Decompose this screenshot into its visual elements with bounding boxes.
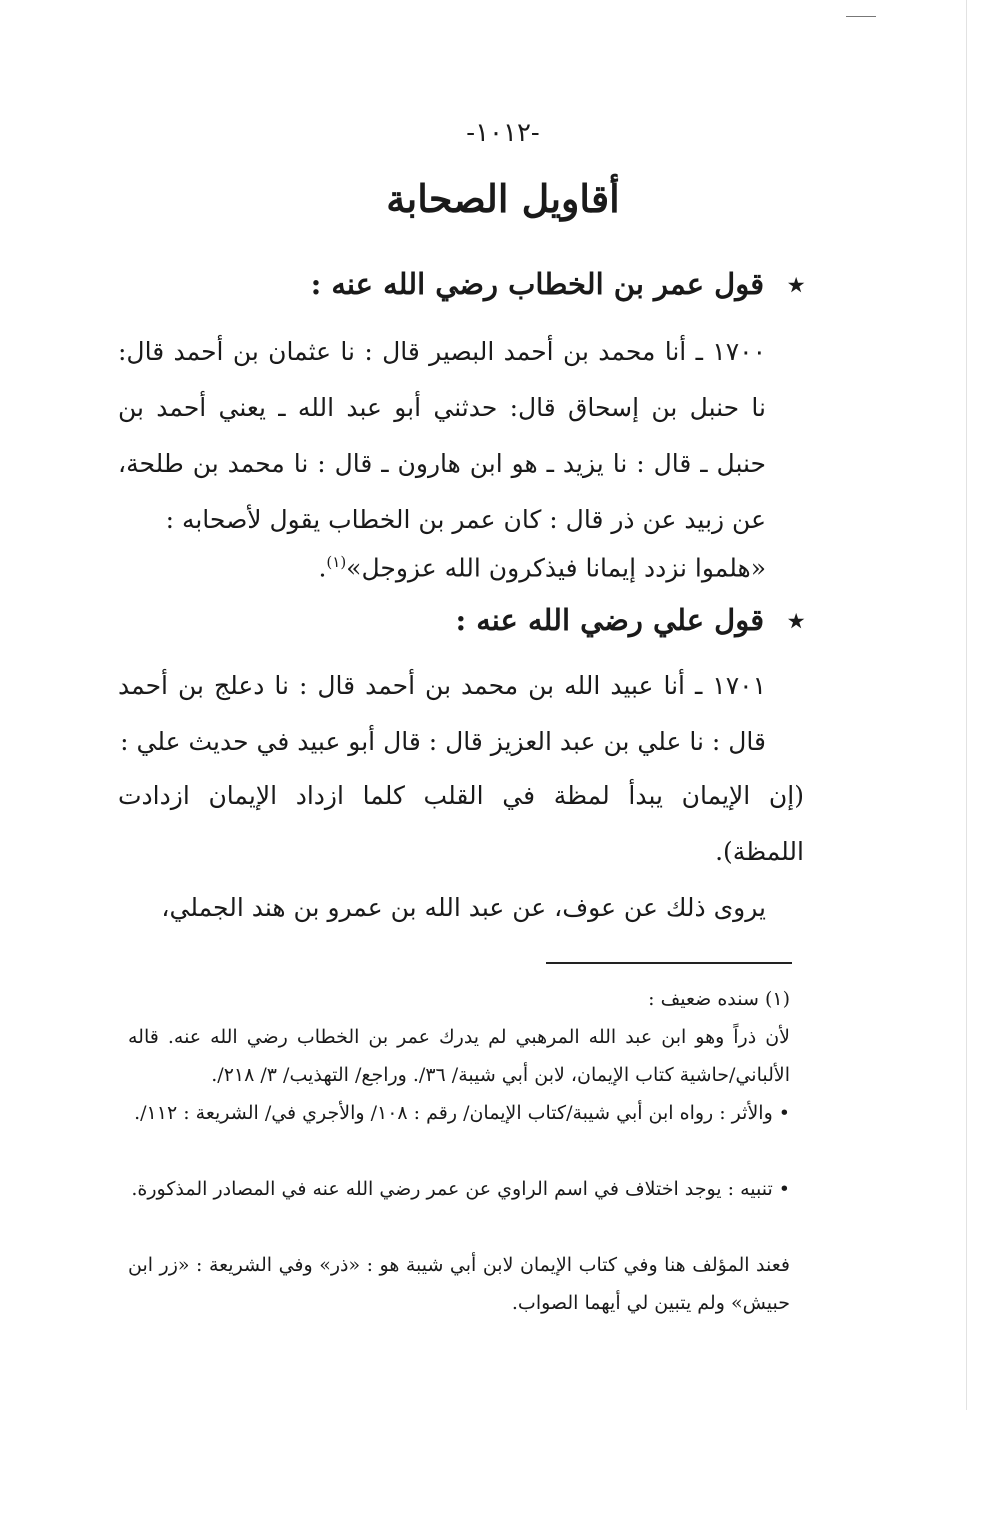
section-heading-ali: [118, 598, 804, 642]
section-heading-text: قول علي رضي الله عنه :: [455, 603, 765, 637]
bullet-icon: ٭: [788, 603, 804, 637]
section-heading-umar: [118, 262, 804, 306]
scan-edge-mark: [846, 16, 876, 17]
bullet-icon: ٭: [788, 267, 804, 301]
footnote-1-label: (١) سنده ضعيف :: [648, 988, 790, 1010]
quote-umar: «هلموا نزدد إيمانا فيذكرون الله عزوجل»$^{(١)}$.: [318, 553, 766, 583]
page-number: -١٠١٢-: [466, 118, 540, 148]
section-heading-text: قول عمر بن الخطاب رضي الله عنه :: [310, 267, 765, 301]
footnote-1-source: • والأثر : رواه ابن أبي شيبة/كتاب الإيمان/ رقم : ١٠٨/ والأجري في/ الشريعة : ١١٢/.: [134, 1102, 790, 1124]
footnote-reference: (١): [326, 553, 347, 571]
footnote-1-remark: فعند المؤلف هنا وفي كتاب الإيمان لابن أبي شيبة هو : «ذر» وفي الشريعة : «زر ابن حبيش» ولم يتبين لي أيهما الصواب.: [128, 1254, 790, 1314]
quote-text: «هلموا نزدد إيمانا فيذكرون الله عزوجل»: [346, 553, 766, 583]
narration-continuation: يروى ذلك عن عوف، عن عبد الله بن عمرو بن هند الجملي،: [161, 893, 766, 922]
chapter-title: أقاويل الصحابة: [386, 176, 620, 221]
footnote-1-text: لأن ذراً وهو ابن عبد الله المرهبي لم يدرك عمر بن الخطاب رضي الله عنه. قاله الألباني/حاشية كتاب الإيمان، لابن أبي شيبة/ ٣٦/. وراجع/ التهذيب/ ٣/ ٢١٨/.: [128, 1026, 790, 1086]
footnote-separator: [546, 962, 792, 964]
narration-1701: ١٧٠١ ـ أنا عبيد الله بن محمد بن أحمد قال : نا دعلج بن أحمد قال : نا علي بن عبد العزيز قال : قال أبو عبيد في حديث علي :: [118, 671, 766, 756]
footnote-1-note: • تنبيه : يوجد اختلاف في اسم الراوي عن عمر رضي الله عنه في المصادر المذكورة.: [131, 1178, 790, 1200]
quote-ali: (إن الإيمان يبدأ لمظة في القلب كلما ازداد الإيمان ازدادت اللمظة).: [118, 781, 804, 866]
narration-1700: ١٧٠٠ ـ أنا محمد بن أحمد البصير قال : نا عثمان بن أحمد قال: نا حنبل بن إسحاق قال: حدثني أبو عبد الله ـ يعني أحمد بن حنبل ـ قال : نا يزيد ـ هو ابن هارون ـ قال : نا محمد بن طلحة، عن زبيد عن ذر قال : كان عمر بن الخطاب يقول لأصحابه :: [118, 337, 766, 534]
